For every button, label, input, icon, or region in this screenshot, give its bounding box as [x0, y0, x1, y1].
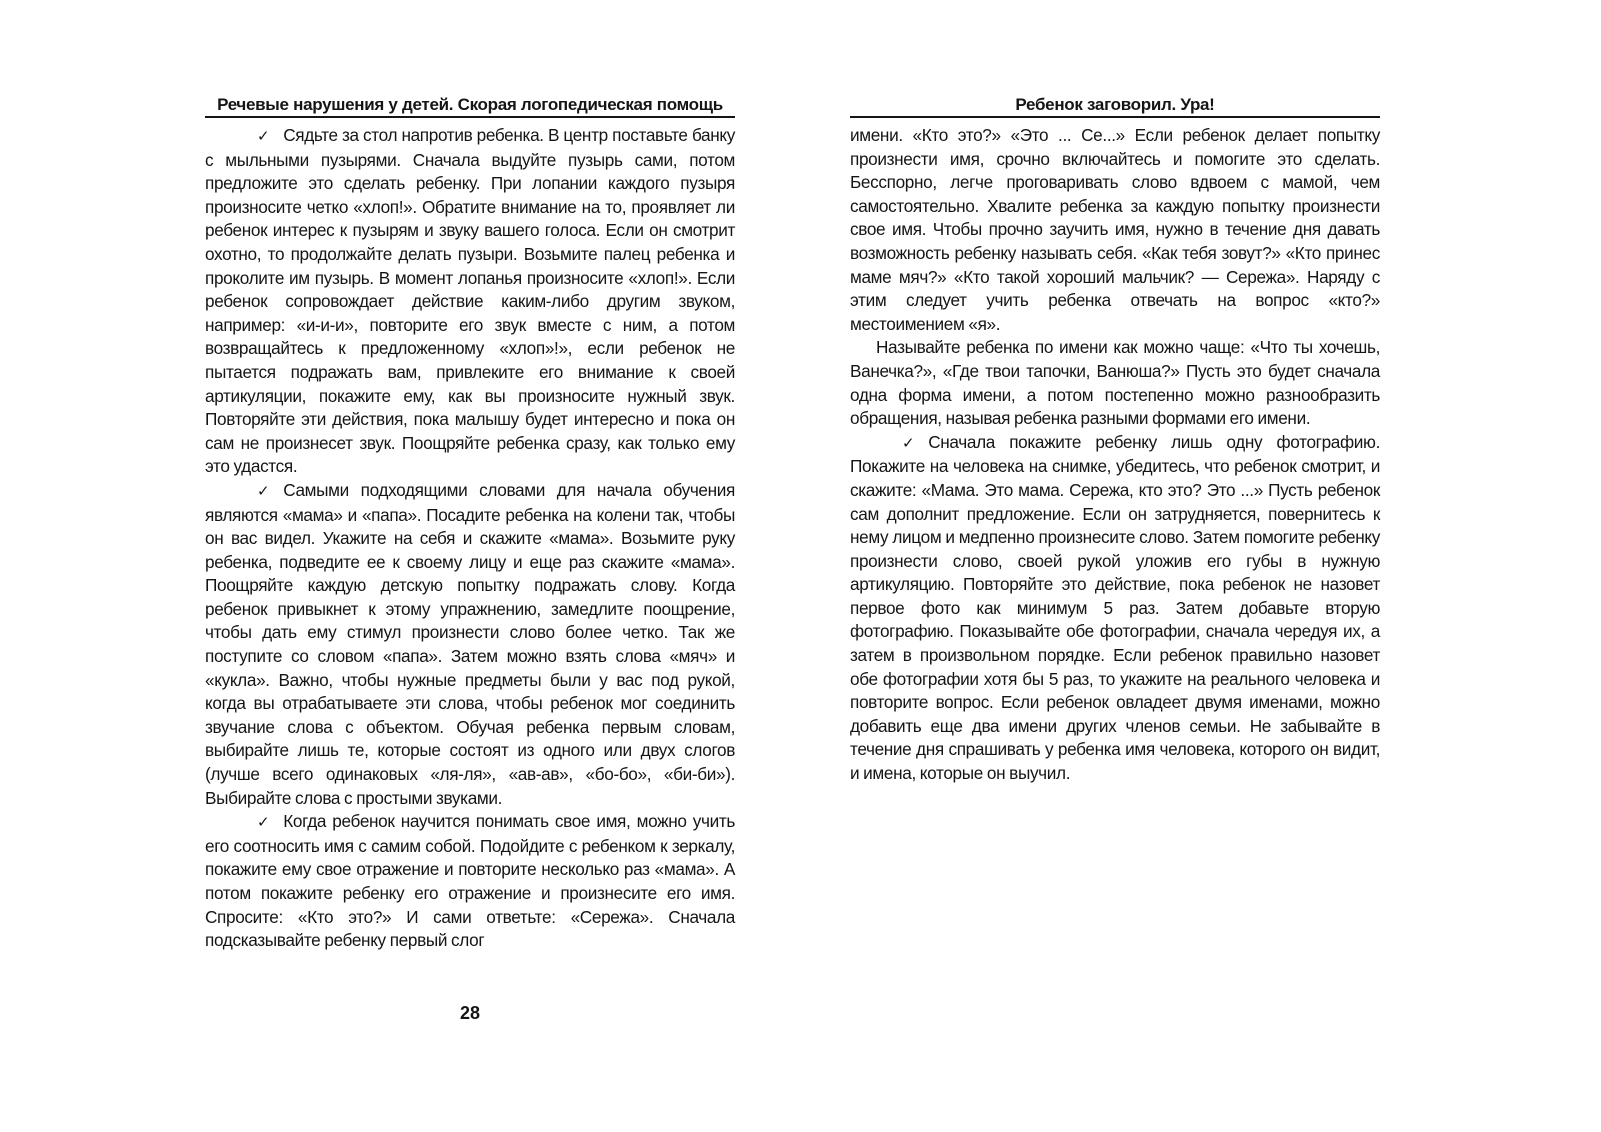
paragraph-text: Самыми подходящими словами для начала обучения являются «мама» и «папа». Посадите ребенка на колени так, чтобы он вас видел. Укажите на себя и скажите «мама». Возьмите руку ребенка, подведите ее к своему лицу и еще раз скажите «мама». Поощряйте каждую детскую попытку подражать слову. Когда ребенок привыкнет к этому упражнению, замедлите поощрение, чтобы дать ему стимул произнести слово более четко. Так же поступите со словом «папа». Затем можно взять слова «мяч» и «кукла». Важно, чтобы нужные предметы были у вас под рукой, когда вы отрабатываете эти слова, чтобы ребенок мог соединить звучание слова с объектом. Обучая ребенка первым словам, выбирайте лишь те, которые состоят из одного или двух слогов (лучше всего одинаковых «ля-ля», «ав-ав», «бо-бо», «би-би»). Выбирайте слова с простыми звуками. [205, 479, 735, 808]
checkmark-icon: ✓ [257, 127, 270, 145]
left-page-body [205, 124, 735, 953]
paragraph-first-words [205, 479, 735, 810]
checkmark-icon: ✓ [902, 433, 915, 452]
right-page-body [850, 124, 1380, 786]
checkmark-icon: ✓ [257, 813, 270, 832]
checkmark-icon: ✓ [257, 481, 270, 500]
paragraph-text: Сядьте за стол напротив ребенка. В центр поставьте банку с мыльными пузырями. Сначала выдуйте пузырь сами, потом предложите это сделать ребенку. При лопании каждого пузыря произносите четко «хлоп!». Обратите внимание на то, проявляет ли ребенок интерес к пузырям и звуку вашего голоса. Если он смотрит охотно, то продолжайте делать пузыри. Возьмите палец ребенка и проколите им пузырь. В момент лопанья произносите «хлоп!». Если ребенок сопровождает действие каким-либо другим звуком, например: «и-и-и», повторите его звук вместе с ним, а потом возвращайтесь к предложенному «хлоп»!», если ребенок не пытается подражать вам, привлеките его внимание к своей артикуляции, покажите ему, как вы произносите нужный звук. Повторяйте эти действия, пока малышу будет интересно и пока он сам не произнесет звук. Поощряйте ребенка сразу, как только ему это удастся. [205, 125, 735, 477]
paragraph-continued: имени. «Кто это?» «Это ... Се...» Если ребенок делает попытку произнести имя, срочно включайтесь и помогите это сделать. Бесспорно, легче проговаривать слово вдвоем с мамой, чем самостоятельно. Хвалите ребенка за каждую попытку произнести свое имя. Чтобы прочно заучить имя, нужно в течение дня давать возможность ребенку называть себя. «Как тебя зовут?» «Кто принес маме мяч?» «Кто такой хороший мальчик? — Сережа». Наряду с этим следует учить ребенка отвечать на вопрос «кто?» местоимением «я». [850, 125, 1380, 334]
paragraph-text: Когда ребенок научится понимать свое имя, можно учить его соотносить имя с самим собой. Подойдите с ребенком к зеркалу, покажите ему свое отражение и повторите несколько раз «мама». А потом покажите ребенку его отражение и произнесите его имя. Спросите: «Кто это?» И сами ответьте: «Сережа». Сначала подсказывайте ребенку первый слог [205, 811, 735, 951]
paragraph-photos [850, 431, 1380, 786]
paragraph-name-forms: Называйте ребенка по имени как можно чаще: «Что ты хочешь, Ванечка?», «Где твои тапочки, Ванюша?» Пусть это будет сначала одна форма имени, а потом постепенно можно разнообразить обращения, называя ребенка разными формами его имени. [850, 337, 1380, 429]
paragraph-text: Сначала покажите ребенку лишь одну фотографию. Покажите на человека на снимке, убедитесь, что ребенок смотрит, и скажите: «Мама. Это мама. Сережа, кто это? Это ...» Пусть ребенок сам дополнит предложение. Если он затрудняется, повернитесь к нему лицом и медпенно произнесите слово. Затем помогите ребенку произнести слово, своей рукой уложив его губы в нужную артикуляцию. Повторяйте это действие, пока ребенок не назовет первое фото как минимум 5 раз. Затем добавьте вторую фотографию. Показывайте обе фотографии, сначала чередуя их, а затем в произвольном порядке. Если ребенок правильно назовет обе фотографии хотя бы 5 раз, то укажите на реального человека и повторите вопрос. Если ребенок овладеет двумя именами, можно добавить еще два имени других членов семьи. Не забывайте в течение дня спрашивать у ребенка имя человека, которого он видит, и имена, которые он выучил. [850, 431, 1380, 784]
running-head-left: Речевые нарушения у детей. Скорая логопедическая помощь [205, 94, 735, 118]
running-head-right: Ребенок заговорил. Ура! [850, 94, 1380, 118]
page-number: 28 [459, 1003, 481, 1023]
paragraph-bubbles [205, 124, 735, 479]
paragraph-mirror [205, 810, 735, 953]
